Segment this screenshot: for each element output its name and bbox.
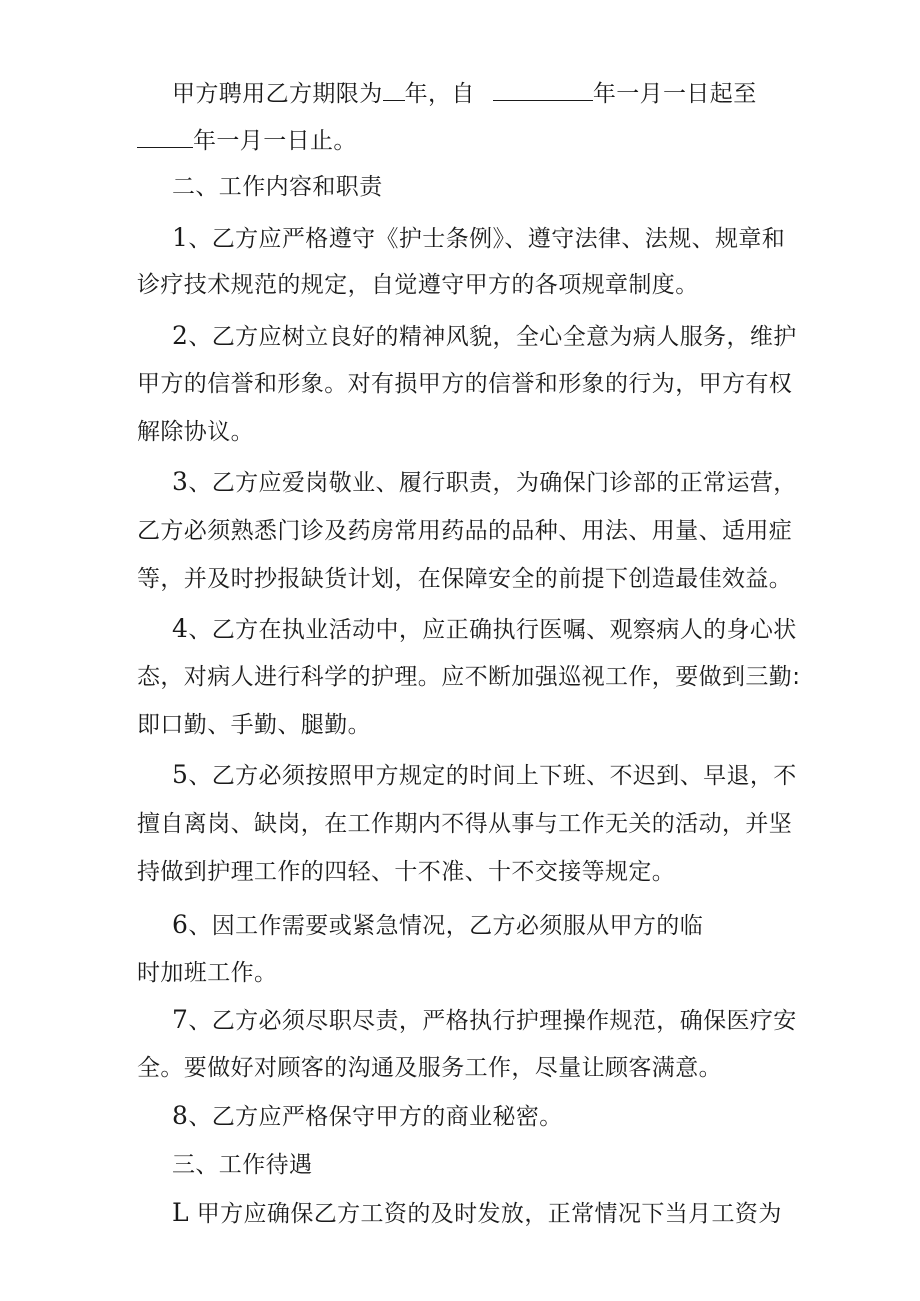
term-text-3: 年一月一日起至 [592,81,757,107]
pay-clause-line-1 [172,1198,782,1229]
clause-8-line-1 [172,1101,563,1132]
clause-4-line-3: 即口勤、手勤、腿勤。 [137,712,371,738]
pay-clause-text-1: 甲方应确保乙方工资的及时发放，正常情况下当月工资为 [189,1201,782,1227]
clause-1-number: 1 [172,223,189,252]
clause-6-text-1: 、因工作需要或紧急情况，乙方必须服从甲方的临 [188,913,704,939]
clause-8-text-1: 、乙方应严格保守甲方的商业秘密。 [188,1104,563,1130]
clause-5-line-3: 持做到护理工作的四轻、十不准、十不交接等规定。 [137,859,676,885]
clause-4-text-1: 、乙方在执业活动中，应正确执行医嘱、观察病人的身心状 [188,617,797,643]
clause-2-line-2: 甲方的信誉和形象。对有损甲方的信誉和形象的行为，甲方有权 [137,371,793,397]
clause-7-number: 7 [172,1005,189,1034]
pay-clause-number: L [172,1198,190,1227]
clause-7-line-2: 全。要做好对顾客的沟通及服务工作，尽量让顾客满意。 [137,1055,722,1081]
term-line-1 [172,78,757,109]
clause-8-number: 8 [172,1101,189,1130]
clause-2-text-1: 、乙方应树立良好的精神风貌，全心全意为病人服务，维护 [188,324,797,350]
clause-1-line-2: 诊疗技术规范的规定，自觉遵守甲方的各项规章制度。 [137,272,699,298]
clause-6-number: 6 [172,910,189,939]
clause-4-line-2: 态，对病人进行科学的护理。应不断加强巡视工作，要做到三勤: [137,664,801,690]
clause-1-text-1: 、乙方应严格遵守《护士条例》、遵守法律、法规、规章和 [188,226,786,252]
clause-5-text-1: 、乙方必须按照甲方规定的时间上下班、不迟到、早退，不 [188,763,797,789]
term-years-blank [383,78,405,101]
clause-3-line-2: 乙方必须熟悉门诊及药房常用药品的品种、用法、用量、适用症 [137,518,793,544]
term-text-1: 甲方聘用乙方期限为 [172,81,383,107]
clause-4-line-1 [172,614,797,645]
section-2-heading: 二、工作内容和职责 [172,174,383,200]
clause-5-line-2: 擅自离岗、缺岗，在工作期内不得从事与工作无关的活动，并坚 [137,811,793,837]
clause-3-line-3: 等，并及时抄报缺货计划，在保障安全的前提下创造最佳效益。 [137,566,793,592]
clause-1-line-1 [172,223,785,254]
clause-6-line-2: 时加班工作。 [137,960,278,986]
end-year-blank [137,125,193,148]
clause-5-number: 5 [172,760,189,789]
clause-2-line-3: 解除协议。 [137,419,254,445]
clause-7-text-1: 、乙方必须尽职尽责，严格执行护理操作规范，确保医疗安 [188,1008,797,1034]
clause-2-line-1 [172,321,797,352]
clause-5-line-1 [172,760,797,791]
term-text-4: 年一月一日止。 [193,128,357,154]
term-line-2 [137,125,357,156]
clause-3-text-1: 、乙方应爱岗敬业、履行职责，为确保门诊部的正常运营， [188,470,797,496]
clause-3-line-1 [172,467,797,498]
term-text-2: 年，自 [404,81,475,107]
section-3-heading: 三、工作待遇 [172,1152,313,1178]
clause-3-number: 3 [172,467,189,496]
clause-6-line-1 [172,910,703,941]
clause-2-number: 2 [172,321,189,350]
clause-7-line-1 [172,1005,797,1036]
clause-4-number: 4 [172,614,189,643]
start-year-blank [493,78,593,101]
